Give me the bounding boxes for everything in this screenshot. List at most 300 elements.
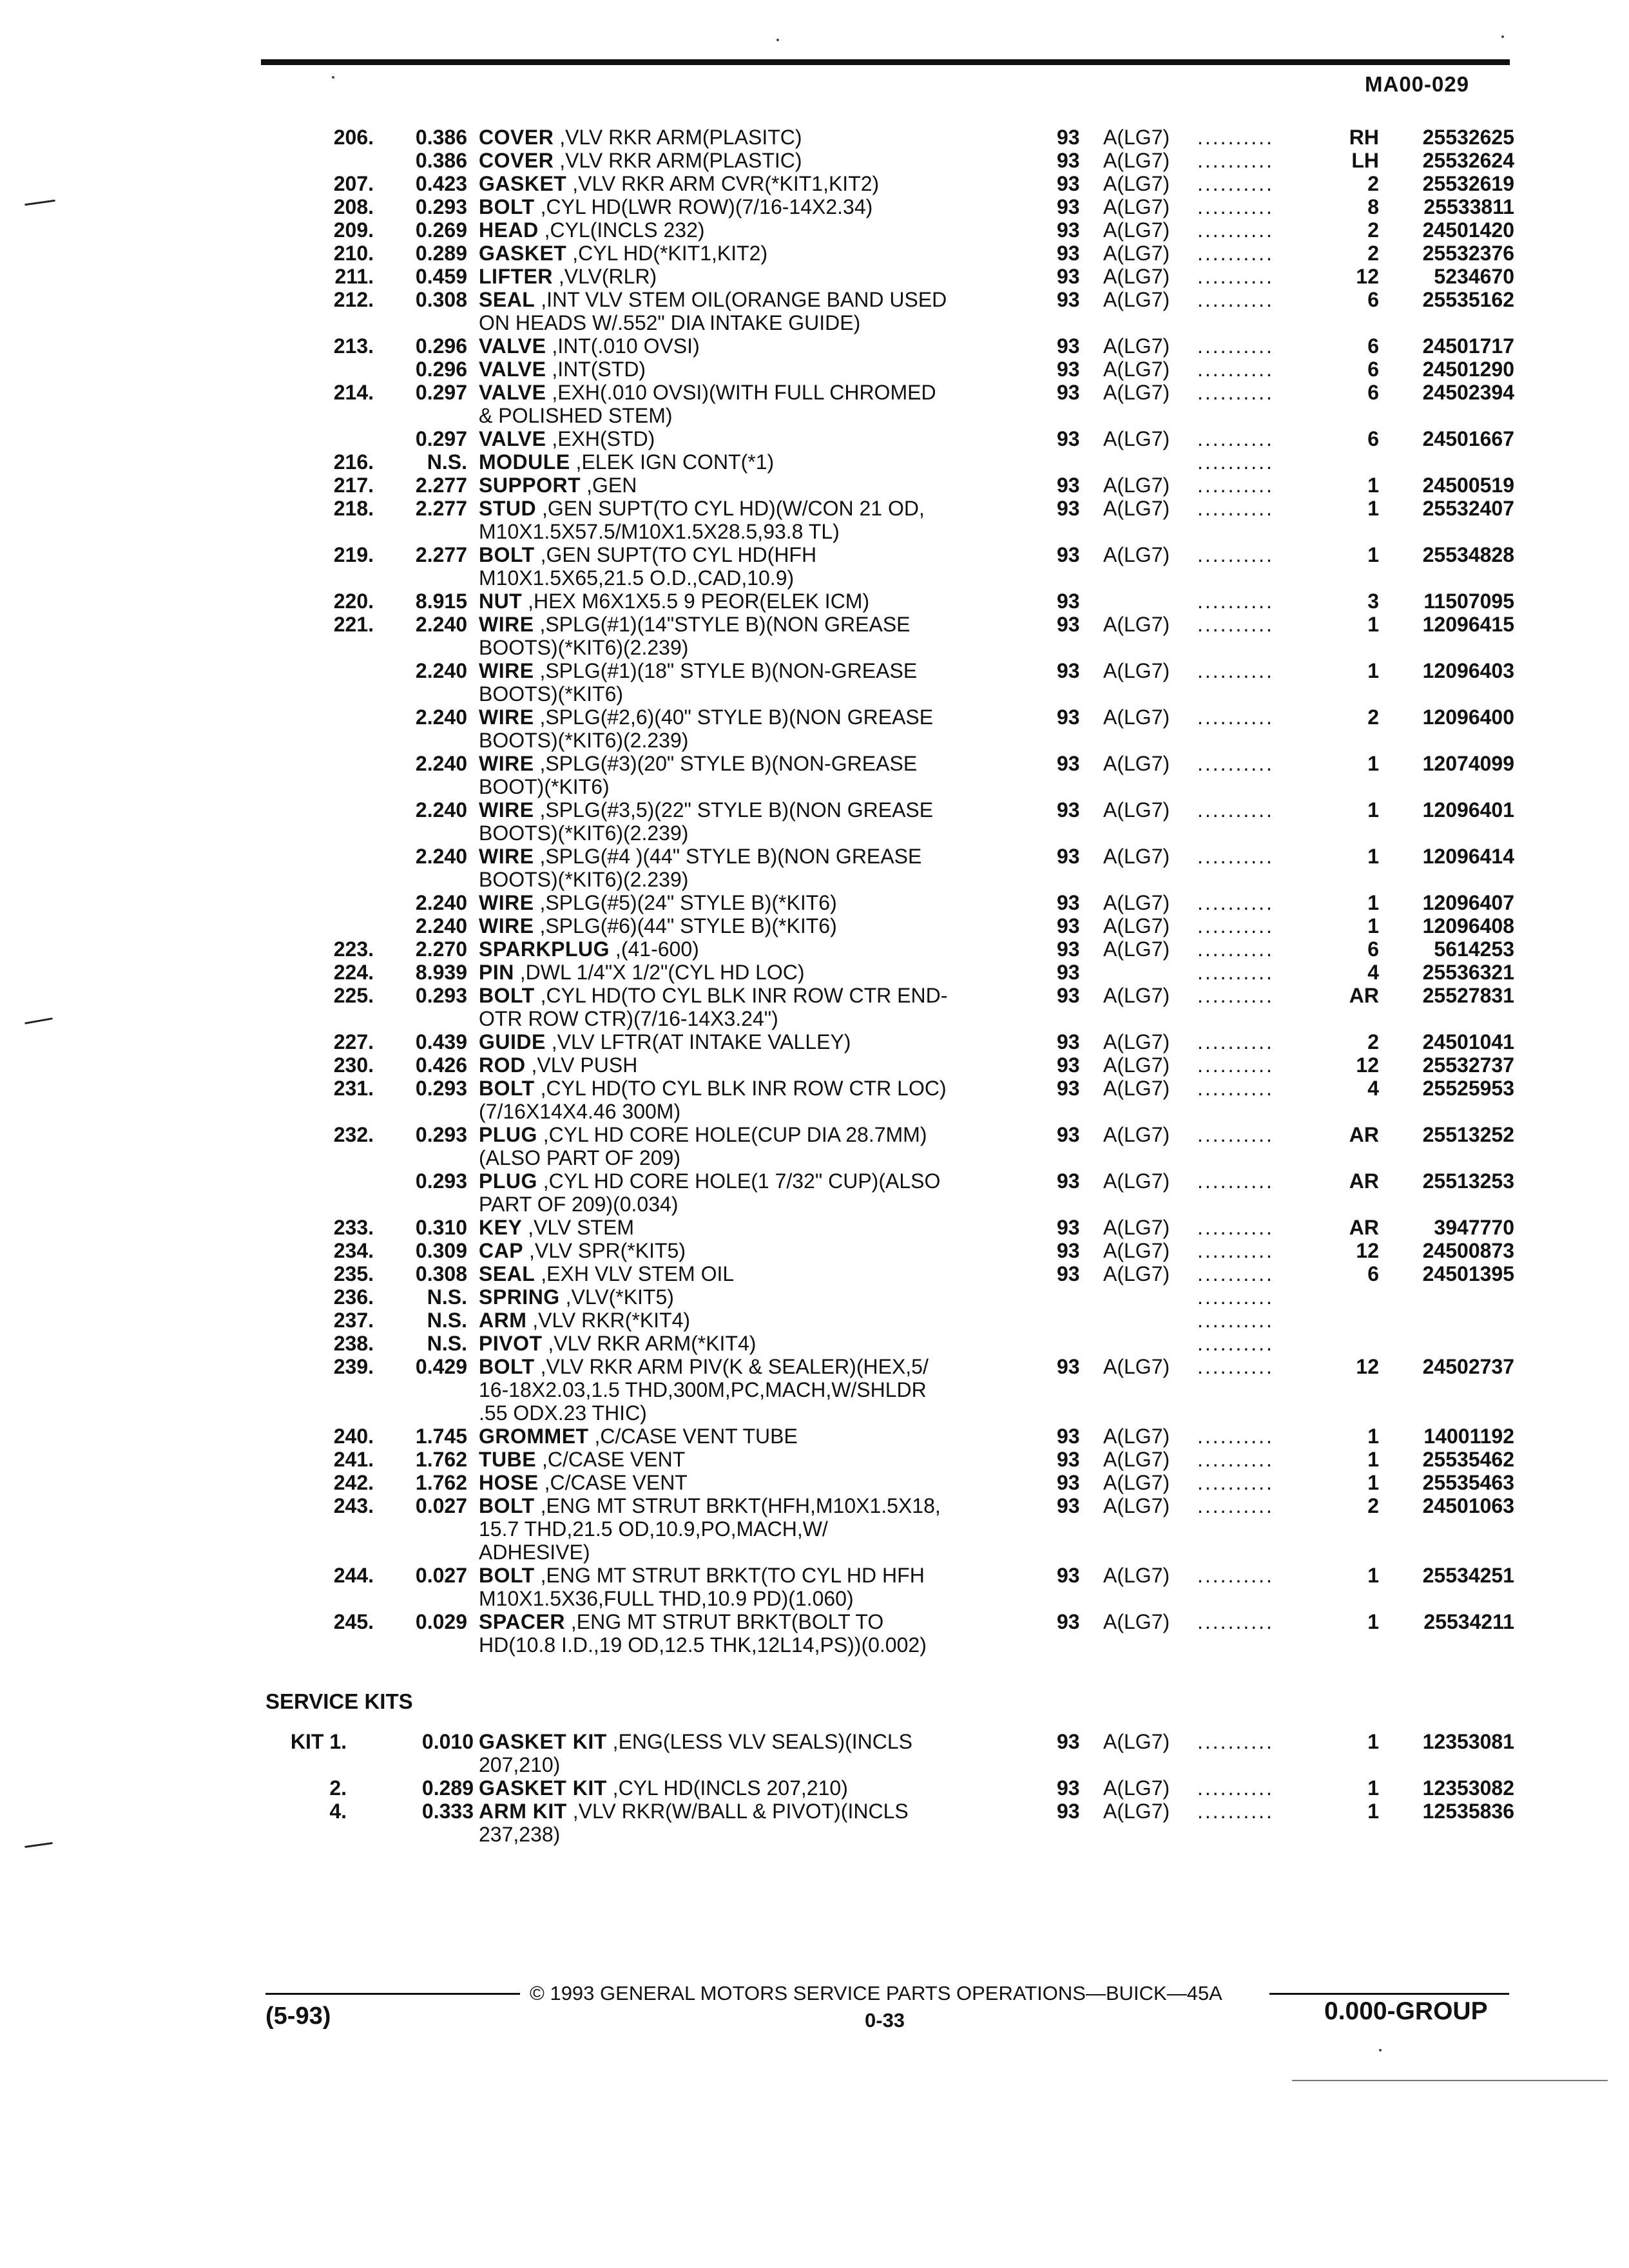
leader-dots: .......... [1197,1285,1274,1309]
part-spec: ,C/CASE VENT [544,1471,688,1494]
leader-dots: .......... [1197,613,1274,636]
quantity: 6 [1367,1262,1379,1285]
quantity: 6 [1367,937,1379,961]
reference-number: 213. [333,334,374,358]
description-continuation: OTR ROW CTR)(7/16-14X3.24") [479,1007,778,1030]
description-first-line [479,845,1014,868]
part-row [0,427,1629,450]
leader-dots: .......... [1197,149,1274,172]
model-code: A(LG7) [1103,706,1170,729]
year-code: 93 [1057,1448,1080,1471]
part-row [0,984,1629,1030]
part-number: 12535836 [1422,1800,1514,1823]
group-number: 0.309 [415,1239,467,1262]
part-number: 25513253 [1422,1169,1514,1193]
quantity: AR [1349,1123,1379,1146]
part-spec: ,CYL HD(LWR ROW)(7/16-14X2.34) [540,195,873,218]
quantity: AR [1349,984,1379,1007]
part-spec: ,CYL HD(INCLS 207,210) [612,1776,848,1800]
description-first-line [479,265,1014,288]
year-code: 93 [1057,706,1080,729]
quantity: 1 [1367,1471,1379,1494]
description-first-line [479,288,1014,311]
model-code: A(LG7) [1103,1564,1170,1587]
quantity: 2 [1367,1030,1379,1053]
part-name: VALVE [479,427,546,450]
model-code: A(LG7) [1103,1730,1170,1753]
description-continuation: 237,238) [479,1823,561,1846]
description-continuation: BOOTS)(*KIT6) [479,682,624,706]
description-continuation: BOOTS)(*KIT6)(2.239) [479,822,689,845]
reference-number: 227. [333,1030,374,1053]
parts-rows [0,126,1629,1657]
year-code: 93 [1057,1123,1080,1146]
reference-number: 241. [333,1448,374,1471]
part-number: 12096414 [1422,845,1514,868]
part-description [479,1077,1014,1123]
quantity: 12 [1356,265,1379,288]
year-code: 93 [1057,265,1080,288]
leader-dots: .......... [1197,798,1274,822]
part-row [0,1030,1629,1053]
part-number: 25527831 [1422,984,1514,1007]
quantity: 12 [1356,1053,1379,1077]
leader-dots: .......... [1197,1425,1274,1448]
model-code: A(LG7) [1103,1355,1170,1378]
part-description [479,1730,1014,1776]
model-code: A(LG7) [1103,1776,1170,1800]
description-first-line [479,1309,1014,1332]
part-number: 25532619 [1422,172,1514,195]
part-description [479,937,1014,961]
part-spec: ,VLV PUSH [531,1053,638,1077]
description-continuation: M10X1.5X57.5/M10X1.5X28.5,93.8 TL) [479,520,840,543]
model-code: A(LG7) [1103,984,1170,1007]
year-code: 93 [1057,1077,1080,1100]
year-code: 93 [1057,937,1080,961]
part-spec: ,SPLG(#3)(20" STYLE B)(NON-GREASE [539,752,918,775]
leader-dots: .......... [1197,1077,1274,1100]
part-description [479,1332,1014,1355]
part-row [0,891,1629,914]
group-number: 0.297 [415,427,467,450]
part-number: 24501420 [1422,218,1514,242]
part-spec: ,VLV(*KIT5) [565,1285,674,1309]
part-description [479,334,1014,358]
quantity: 1 [1367,1730,1379,1753]
model-code: A(LG7) [1103,1077,1170,1100]
reference-number: 237. [333,1309,374,1332]
reference-number: 234. [333,1239,374,1262]
part-row [0,1425,1629,1448]
group-number: 0.423 [415,172,467,195]
description-first-line [479,381,1014,404]
part-name: ARM KIT [479,1800,567,1823]
quantity: 1 [1367,1800,1379,1823]
kit-row [0,1800,1629,1846]
description-first-line [479,961,1014,984]
model-code: A(LG7) [1103,1053,1170,1077]
part-name: BOLT [479,195,535,218]
reference-number: 207. [333,172,374,195]
part-number: 25536321 [1422,961,1514,984]
model-code: A(LG7) [1103,265,1170,288]
leader-dots: .......... [1197,937,1274,961]
part-spec: ,CYL HD(*KIT1,KIT2) [572,242,768,265]
description-first-line [479,1239,1014,1262]
part-number: 24501041 [1422,1030,1514,1053]
part-row [0,1494,1629,1564]
part-row [0,961,1629,984]
model-code: A(LG7) [1103,1471,1170,1494]
part-row [0,914,1629,937]
part-description [479,242,1014,265]
year-code: 93 [1057,149,1080,172]
model-code: A(LG7) [1103,1800,1170,1823]
part-name: SUPPORT [479,474,581,497]
part-spec: ,SPLG(#1)(14"STYLE B)(NON GREASE [539,613,911,636]
quantity: LH [1351,149,1379,172]
part-name: GASKET [479,172,567,195]
footer-rule-left [265,1993,520,1995]
part-number: 24502737 [1422,1355,1514,1378]
reference-number: 242. [333,1471,374,1494]
part-name: PLUG [479,1123,537,1146]
part-description [479,706,1014,752]
part-number: 25535162 [1422,288,1514,311]
part-spec: ,CYL(INCLS 232) [544,218,705,242]
part-name: GUIDE [479,1030,546,1053]
model-code: A(LG7) [1103,358,1170,381]
description-first-line [479,1216,1014,1239]
part-description [479,543,1014,590]
year-code: 93 [1057,845,1080,868]
year-code: 93 [1057,427,1080,450]
year-code: 93 [1057,1564,1080,1587]
description-continuation: BOOTS)(*KIT6)(2.239) [479,636,689,659]
description-first-line [479,1030,1014,1053]
part-spec: ,ENG(LESS VLV SEALS)(INCLS [612,1730,913,1753]
part-description [479,1425,1014,1448]
part-name: VALVE [479,381,546,404]
scan-speck [776,39,779,41]
reference-number: 224. [333,961,374,984]
leader-dots: .......... [1197,891,1274,914]
part-spec: ,VLV RKR(*KIT4) [532,1309,691,1332]
year-code: 93 [1057,1169,1080,1193]
quantity: 1 [1367,659,1379,682]
group-number: 0.289 [415,242,467,265]
leader-dots: .......... [1197,450,1274,474]
reference-number: 220. [333,590,374,613]
part-row [0,497,1629,543]
description-first-line [479,218,1014,242]
part-row [0,1448,1629,1471]
part-description [479,1053,1014,1077]
quantity: RH [1349,126,1379,149]
description-first-line [479,937,1014,961]
part-name: BOLT [479,1564,535,1587]
year-code: 93 [1057,126,1080,149]
part-description [479,914,1014,937]
quantity: 2 [1367,242,1379,265]
part-number: 24500519 [1422,474,1514,497]
reference-number: 239. [333,1355,374,1378]
quantity: 6 [1367,427,1379,450]
group-number: 2.240 [415,706,467,729]
part-spec: ,DWL 1/4"X 1/2"(CYL HD LOC) [519,961,805,984]
model-code: A(LG7) [1103,288,1170,311]
part-number: 25534251 [1422,1564,1514,1587]
quantity: 12 [1356,1355,1379,1378]
part-spec: ,SPLG(#6)(44" STYLE B)(*KIT6) [539,914,837,937]
part-number: 12353081 [1422,1730,1514,1753]
part-number: 24501395 [1422,1262,1514,1285]
part-row [0,172,1629,195]
year-code: 93 [1057,1216,1080,1239]
leader-dots: .......... [1197,497,1274,520]
part-name: BOLT [479,1494,535,1517]
part-number: 25535462 [1422,1448,1514,1471]
leader-dots: .......... [1197,590,1274,613]
part-spec: ,VLV LFTR(AT INTAKE VALLEY) [551,1030,851,1053]
description-first-line [479,1610,1014,1633]
part-number: 12096407 [1422,891,1514,914]
model-code: A(LG7) [1103,914,1170,937]
part-description [479,590,1014,613]
part-name: PIVOT [479,1332,543,1355]
leader-dots: .......... [1197,474,1274,497]
part-spec: ,GEN SUPT(TO CYL HD)(W/CON 21 OD, [542,497,925,520]
part-number: 5234670 [1434,265,1514,288]
model-code: A(LG7) [1103,218,1170,242]
part-number: 3947770 [1434,1216,1514,1239]
part-number: 12074099 [1422,752,1514,775]
leader-dots: .......... [1197,1123,1274,1146]
part-row [0,798,1629,845]
leader-dots: .......... [1197,1262,1274,1285]
leader-dots: .......... [1197,218,1274,242]
description-first-line [479,195,1014,218]
part-description [479,1494,1014,1564]
part-description [479,798,1014,845]
group-number: 0.027 [415,1564,467,1587]
group-number: N.S. [427,450,467,474]
part-description [479,218,1014,242]
description-first-line [479,497,1014,520]
description-first-line [479,1800,1014,1823]
year-code: 93 [1057,1262,1080,1285]
quantity: 2 [1367,706,1379,729]
year-code: 93 [1057,961,1080,984]
leader-dots: .......... [1197,1610,1274,1633]
quantity: 6 [1367,381,1379,404]
part-row [0,1564,1629,1610]
part-spec: ,HEX M6X1X5.5 9 PEOR(ELEK ICM) [528,590,870,613]
part-description [479,1309,1014,1332]
reference-number: 243. [333,1494,374,1517]
part-spec: ,C/CASE VENT TUBE [594,1425,798,1448]
part-spec: ,VLV RKR ARM CVR(*KIT1,KIT2) [572,172,880,195]
reference-number: 233. [333,1216,374,1239]
top-rule [261,59,1510,65]
description-first-line [479,1425,1014,1448]
bottom-rule [1292,2080,1608,2081]
part-row [0,218,1629,242]
description-first-line [479,706,1014,729]
part-number: 24500873 [1422,1239,1514,1262]
quantity: 1 [1367,1448,1379,1471]
group-number: 0.293 [415,195,467,218]
year-code: 93 [1057,1471,1080,1494]
group-number: 2.240 [415,613,467,636]
quantity: 1 [1367,474,1379,497]
description-first-line [479,334,1014,358]
part-name: SEAL [479,288,535,311]
part-name: LIFTER [479,265,553,288]
service-kits-rows [0,1730,1629,1846]
quantity: 1 [1367,613,1379,636]
group-number: N.S. [427,1285,467,1309]
group-number: 0.333 [421,1800,474,1823]
quantity: 2 [1367,1494,1379,1517]
description-continuation: M10X1.5X65,21.5 O.D.,CAD,10.9) [479,566,795,590]
year-code: 93 [1057,984,1080,1007]
group-number: 2.277 [415,474,467,497]
part-name: STUD [479,497,537,520]
quantity: 1 [1367,543,1379,566]
part-spec: ,VLV(RLR) [558,265,657,288]
year-code: 93 [1057,381,1080,404]
group-number: 1.762 [415,1448,467,1471]
part-name: WIRE [479,914,534,937]
part-number: 12096415 [1422,613,1514,636]
year-code: 93 [1057,172,1080,195]
year-code: 93 [1057,218,1080,242]
group-number: 2.240 [415,798,467,822]
leader-dots: .......... [1197,195,1274,218]
model-code: A(LG7) [1103,845,1170,868]
part-spec: ,ENG MT STRUT BRKT(BOLT TO [570,1610,884,1633]
part-spec: ,EXH(STD) [552,427,655,450]
part-description [479,1448,1014,1471]
group-number: 2.240 [415,845,467,868]
part-number: 24501667 [1422,427,1514,450]
part-name: BOLT [479,1355,535,1378]
quantity: 6 [1367,288,1379,311]
description-first-line [479,1262,1014,1285]
part-row [0,1123,1629,1169]
part-name: VALVE [479,334,546,358]
group-number: 0.386 [415,149,467,172]
year-code: 93 [1057,1030,1080,1053]
part-spec: ,GEN [586,474,637,497]
description-continuation: 16-18X2.03,1.5 THD,300M,PC,MACH,W/SHLDR .55 ODX.23 THIC) [479,1378,927,1425]
description-continuation: (ALSO PART OF 209) [479,1146,680,1169]
model-code: A(LG7) [1103,1169,1170,1193]
part-number: 12096403 [1422,659,1514,682]
part-description [479,1564,1014,1610]
model-code: A(LG7) [1103,195,1170,218]
year-code: 93 [1057,358,1080,381]
part-spec: ,VLV SPR(*KIT5) [528,1239,686,1262]
part-row [0,334,1629,358]
leader-dots: .......... [1197,172,1274,195]
leader-dots: .......... [1197,381,1274,404]
description-continuation: BOOT)(*KIT6) [479,775,610,798]
year-code: 93 [1057,752,1080,775]
reference-number: 245. [333,1610,374,1633]
part-name: WIRE [479,706,534,729]
part-description [479,891,1014,914]
leader-dots: .......... [1197,288,1274,311]
part-name: BOLT [479,984,535,1007]
part-description [479,288,1014,334]
group-number: 0.296 [415,334,467,358]
part-number: 24501717 [1422,334,1514,358]
description-continuation: BOOTS)(*KIT6)(2.239) [479,868,689,891]
part-spec: ,CYL HD CORE HOLE(1 7/32" CUP)(ALSO [543,1169,941,1193]
part-name: BOLT [479,1077,535,1100]
part-row [0,474,1629,497]
part-number: 14001192 [1423,1425,1514,1448]
part-name: GROMMET [479,1425,589,1448]
description-first-line [479,1494,1014,1517]
part-description [479,149,1014,172]
part-description [479,659,1014,706]
model-code: A(LG7) [1103,126,1170,149]
quantity: 1 [1367,798,1379,822]
part-spec: ,SPLG(#5)(24" STYLE B)(*KIT6) [539,891,837,914]
quantity: 8 [1367,195,1379,218]
year-code: 93 [1057,334,1080,358]
part-spec: ,ELEK IGN CONT(*1) [575,450,775,474]
description-first-line [479,1077,1014,1100]
model-code: A(LG7) [1103,1030,1170,1053]
part-name: WIRE [479,659,534,682]
part-spec: ,EXH VLV STEM OIL [541,1262,735,1285]
part-description [479,1123,1014,1169]
part-number: 25532737 [1422,1053,1514,1077]
leader-dots: .......... [1197,427,1274,450]
part-spec: ,EXH(.010 OVSI)(WITH FULL CHROMED [552,381,936,404]
part-number: 12096401 [1422,798,1514,822]
description-first-line [479,1564,1014,1587]
part-description [479,1169,1014,1216]
quantity: 1 [1367,1425,1379,1448]
description-first-line [479,1123,1014,1146]
part-number: 25525953 [1422,1077,1514,1100]
part-number: 25534828 [1422,543,1514,566]
part-description [479,265,1014,288]
quantity: 1 [1367,845,1379,868]
group-number: 0.439 [415,1030,467,1053]
model-code: A(LG7) [1103,474,1170,497]
group-number: 0.293 [415,1123,467,1146]
part-spec: ,SPLG(#3,5)(22" STYLE B)(NON GREASE [539,798,934,822]
leader-dots: .......... [1197,1564,1274,1587]
model-code: A(LG7) [1103,334,1170,358]
quantity: 4 [1367,1077,1379,1100]
part-spec: ,CYL HD CORE HOLE(CUP DIA 28.7MM) [543,1123,927,1146]
year-code: 93 [1057,474,1080,497]
part-description [479,195,1014,218]
year-code: 93 [1057,1355,1080,1378]
quantity: 1 [1367,914,1379,937]
reference-number: 223. [333,937,374,961]
part-name: CAP [479,1239,524,1262]
part-spec: ,INT(STD) [552,358,646,381]
